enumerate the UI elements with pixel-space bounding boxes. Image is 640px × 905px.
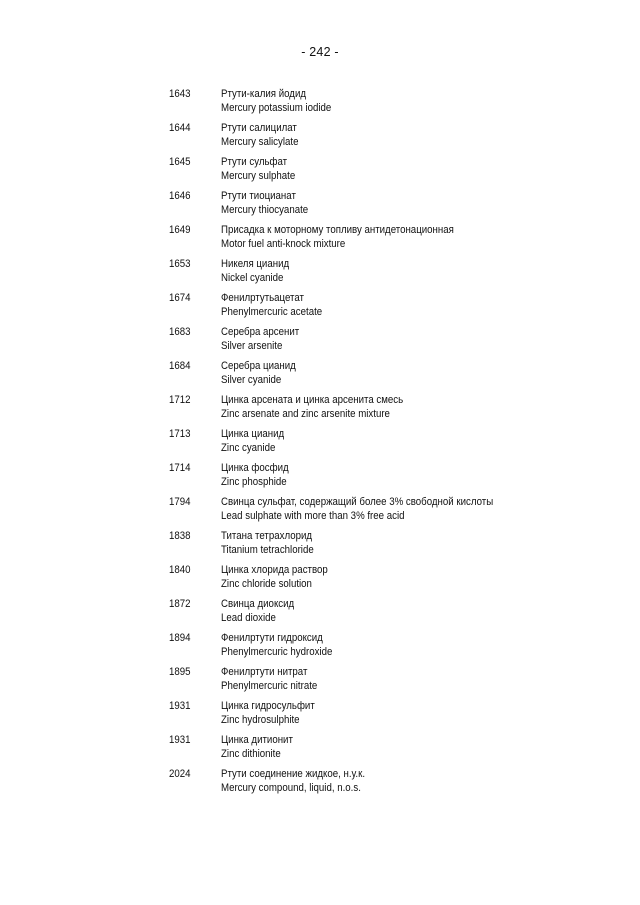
name-english: Lead dioxide <box>221 612 276 624</box>
name-english: Zinc arsenate and zinc arsenite mixture <box>221 408 390 420</box>
name-russian: Цинка арсената и цинка арсенита смесь <box>221 394 404 406</box>
un-number: 1931 <box>169 700 191 712</box>
un-number: 2024 <box>169 768 191 780</box>
name-russian: Серебра арсенит <box>221 326 300 338</box>
substance-names <box>221 291 609 325</box>
name-russian: Цинка дитионит <box>221 734 293 746</box>
list-item <box>169 733 609 767</box>
substance-names <box>221 767 609 801</box>
substance-names <box>221 733 609 767</box>
name-english: Mercury sulphate <box>221 170 296 182</box>
name-russian: Фенилртутьацетат <box>221 292 304 304</box>
un-number: 1931 <box>169 734 191 746</box>
list-item <box>169 699 609 733</box>
name-russian: Ртути салицилат <box>221 122 297 134</box>
list-item <box>169 767 609 801</box>
un-number: 1653 <box>169 258 191 270</box>
substance-names <box>221 155 609 189</box>
un-number: 1649 <box>169 224 191 236</box>
substance-names <box>221 359 609 393</box>
list-item <box>169 359 609 393</box>
substance-list <box>169 87 609 801</box>
name-english: Silver cyanide <box>221 374 282 386</box>
name-english: Silver arsenite <box>221 340 283 352</box>
page-number: - 242 - <box>301 45 339 59</box>
name-russian: Присадка к моторному топливу антидетонационная <box>221 224 454 236</box>
name-english: Zinc chloride solution <box>221 578 312 590</box>
name-english: Phenylmercuric hydroxide <box>221 646 333 658</box>
un-number: 1794 <box>169 496 191 508</box>
un-number: 1838 <box>169 530 191 542</box>
substance-names <box>221 495 609 529</box>
list-item <box>169 257 609 291</box>
un-number: 1674 <box>169 292 191 304</box>
substance-names <box>221 427 609 461</box>
un-number: 1645 <box>169 156 191 168</box>
un-number: 1646 <box>169 190 191 202</box>
name-english: Zinc hydrosulphite <box>221 714 300 726</box>
name-english: Lead sulphate with more than 3% free acid <box>221 510 405 522</box>
substance-names <box>221 223 609 257</box>
substance-names <box>221 393 609 427</box>
list-item <box>169 563 609 597</box>
name-russian: Ртути соединение жидкое, н.у.к. <box>221 768 366 780</box>
name-english: Zinc dithionite <box>221 748 281 760</box>
un-number: 1872 <box>169 598 191 610</box>
name-russian: Ртути тиоцианат <box>221 190 296 202</box>
name-english: Mercury salicylate <box>221 136 299 148</box>
list-item <box>169 325 609 359</box>
name-russian: Ртути сульфат <box>221 156 288 168</box>
name-english: Nickel cyanide <box>221 272 284 284</box>
list-item <box>169 631 609 665</box>
name-russian: Серебра цианид <box>221 360 296 372</box>
list-item <box>169 155 609 189</box>
substance-names <box>221 597 609 631</box>
substance-names <box>221 189 609 223</box>
un-number: 1713 <box>169 428 191 440</box>
substance-names <box>221 665 609 699</box>
un-number: 1684 <box>169 360 191 372</box>
substance-names <box>221 461 609 495</box>
name-english: Mercury thiocyanate <box>221 204 309 216</box>
name-russian: Никеля цианид <box>221 258 290 270</box>
name-russian: Фенилртути нитрат <box>221 666 308 678</box>
substance-names <box>221 563 609 597</box>
name-english: Mercury compound, liquid, n.o.s. <box>221 782 361 794</box>
substance-names <box>221 257 609 291</box>
name-russian: Фенилртути гидроксид <box>221 632 323 644</box>
name-english: Titanium tetrachloride <box>221 544 314 556</box>
un-number: 1894 <box>169 632 191 644</box>
name-russian: Свинца сульфат, содержащий более 3% свободной кислоты <box>221 496 494 508</box>
name-russian: Ртути-калия йодид <box>221 88 307 100</box>
un-number: 1644 <box>169 122 191 134</box>
un-number: 1714 <box>169 462 191 474</box>
name-russian: Цинка цианид <box>221 428 285 440</box>
name-russian: Цинка фосфид <box>221 462 289 474</box>
substance-names <box>221 529 609 563</box>
list-item <box>169 121 609 155</box>
list-item <box>169 597 609 631</box>
un-number: 1895 <box>169 666 191 678</box>
list-item <box>169 495 609 529</box>
list-item <box>169 291 609 325</box>
name-russian: Свинца диоксид <box>221 598 295 610</box>
substance-names <box>221 325 609 359</box>
list-item <box>169 427 609 461</box>
name-russian: Цинка хлорида раствор <box>221 564 328 576</box>
un-number: 1840 <box>169 564 191 576</box>
substance-names <box>221 87 609 121</box>
list-item <box>169 461 609 495</box>
name-english: Phenylmercuric acetate <box>221 306 323 318</box>
substance-names <box>221 121 609 155</box>
name-russian: Цинка гидросульфит <box>221 700 315 712</box>
substance-names <box>221 699 609 733</box>
un-number: 1643 <box>169 88 191 100</box>
list-item <box>169 529 609 563</box>
un-number: 1712 <box>169 394 191 406</box>
name-english: Zinc cyanide <box>221 442 276 454</box>
name-english: Motor fuel anti-knock mixture <box>221 238 346 250</box>
list-item <box>169 665 609 699</box>
name-english: Phenylmercuric nitrate <box>221 680 318 692</box>
name-english: Zinc phosphide <box>221 476 287 488</box>
name-english: Mercury potassium iodide <box>221 102 332 114</box>
substance-names <box>221 631 609 665</box>
list-item <box>169 87 609 121</box>
name-russian: Титана тетрахлорид <box>221 530 313 542</box>
list-item <box>169 393 609 427</box>
list-item <box>169 223 609 257</box>
list-item <box>169 189 609 223</box>
un-number: 1683 <box>169 326 191 338</box>
